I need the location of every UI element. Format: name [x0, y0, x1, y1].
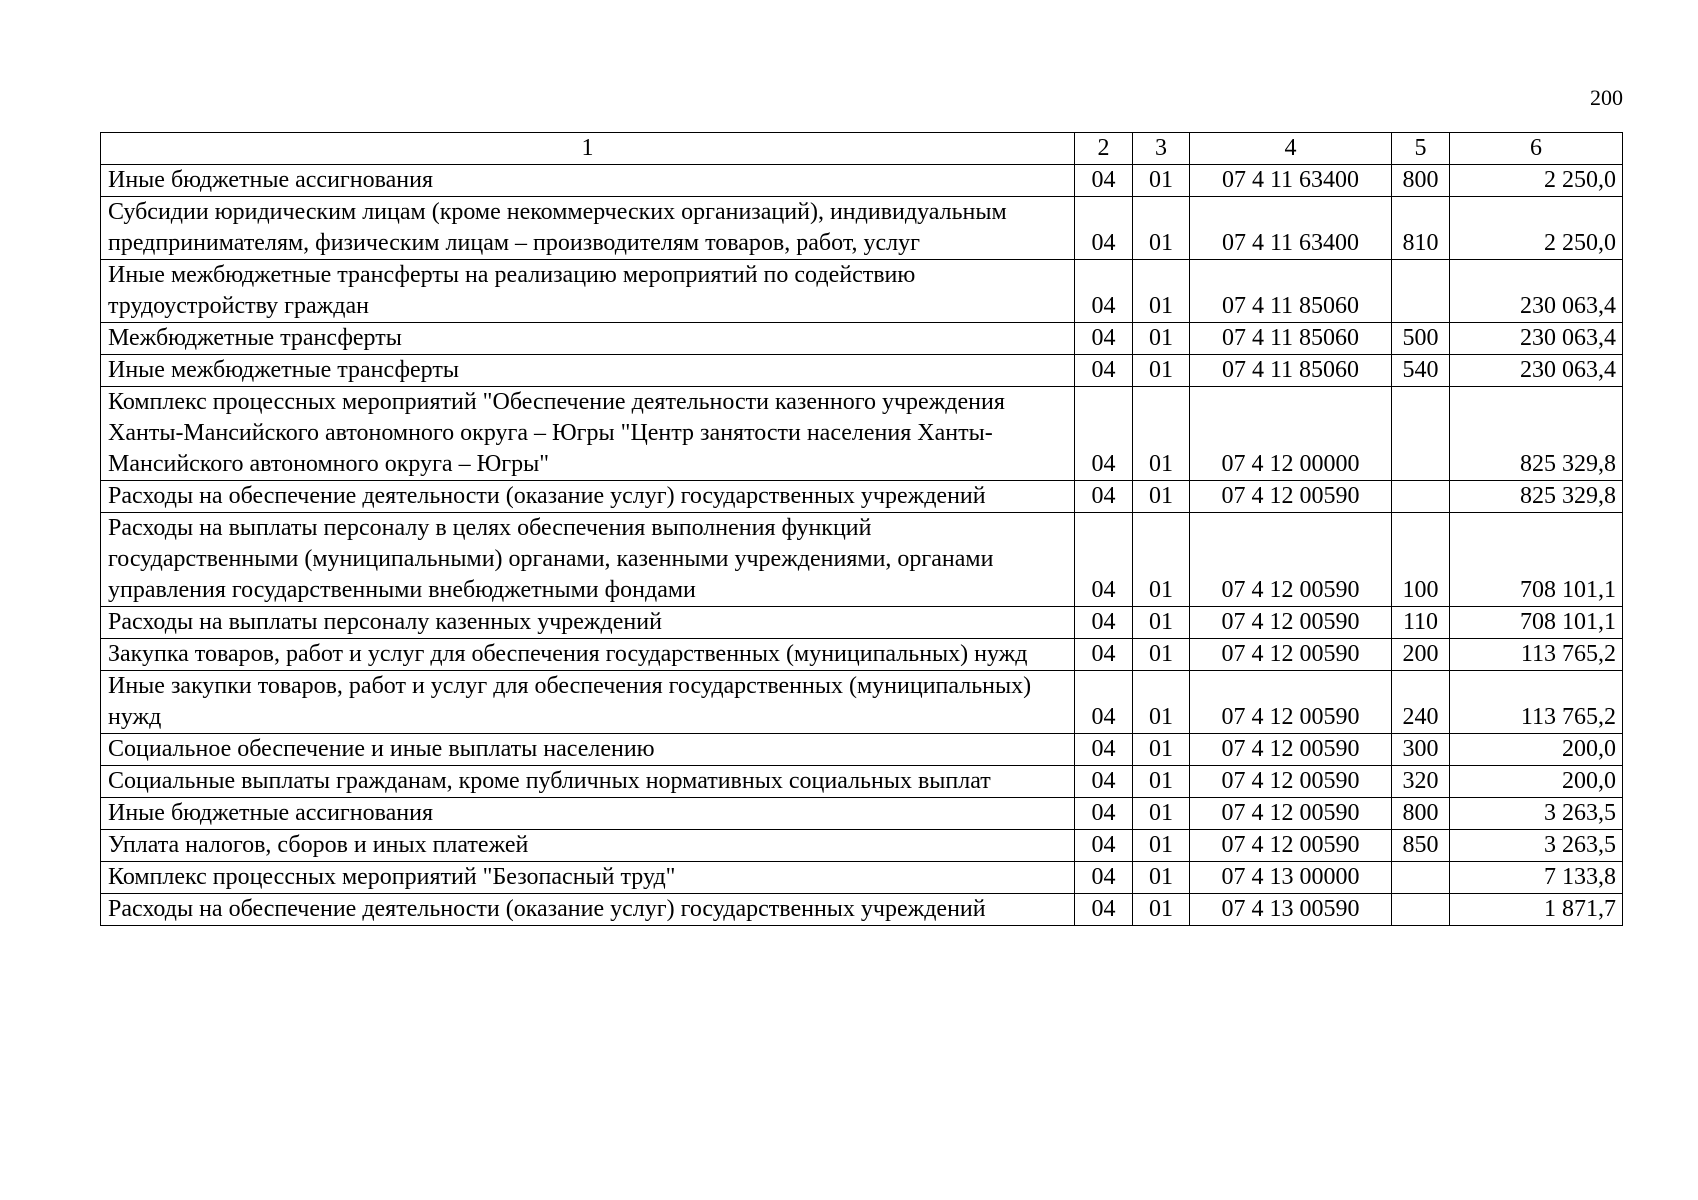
row-amount-cell: 113 765,2	[1450, 639, 1623, 671]
header-col-6: 6	[1450, 133, 1623, 165]
row-amount-cell: 200,0	[1450, 766, 1623, 798]
row-name-cell: Комплекс процессных мероприятий "Обеспечение деятельности казенного учреждения Ханты-Мансийского автономного округа – Югры "Центр занятости населения Ханты-Мансийского автономного округа – Югры"	[101, 387, 1075, 481]
row-name-cell: Социальные выплаты гражданам, кроме публичных нормативных социальных выплат	[101, 766, 1075, 798]
row-subsection-cell: 01	[1133, 798, 1190, 830]
row-expense-type-cell: 100	[1392, 513, 1450, 607]
row-subsection-cell: 01	[1133, 734, 1190, 766]
row-target-article-cell: 07 4 11 85060	[1190, 260, 1392, 323]
row-target-article-cell: 07 4 11 85060	[1190, 323, 1392, 355]
row-subsection-cell: 01	[1133, 513, 1190, 607]
table-row	[101, 607, 1623, 639]
row-name-cell: Комплекс процессных мероприятий "Безопасный труд"	[101, 862, 1075, 894]
row-section-cell: 04	[1075, 607, 1133, 639]
row-amount-cell: 7 133,8	[1450, 862, 1623, 894]
row-target-article-cell: 07 4 12 00590	[1190, 766, 1392, 798]
row-subsection-cell: 01	[1133, 355, 1190, 387]
row-subsection-cell: 01	[1133, 481, 1190, 513]
row-expense-type-cell: 850	[1392, 830, 1450, 862]
row-amount-cell: 230 063,4	[1450, 355, 1623, 387]
row-expense-type-cell	[1392, 862, 1450, 894]
table-row	[101, 387, 1623, 481]
table-row	[101, 798, 1623, 830]
row-name-cell: Межбюджетные трансферты	[101, 323, 1075, 355]
row-target-article-cell: 07 4 12 00000	[1190, 387, 1392, 481]
header-row	[101, 133, 1623, 165]
table-row	[101, 639, 1623, 671]
header-col-5: 5	[1392, 133, 1450, 165]
header-col-2: 2	[1075, 133, 1133, 165]
row-expense-type-cell	[1392, 481, 1450, 513]
row-amount-cell: 113 765,2	[1450, 671, 1623, 734]
row-expense-type-cell: 540	[1392, 355, 1450, 387]
table-row	[101, 355, 1623, 387]
row-subsection-cell: 01	[1133, 766, 1190, 798]
row-target-article-cell: 07 4 11 85060	[1190, 355, 1392, 387]
row-expense-type-cell: 240	[1392, 671, 1450, 734]
row-expense-type-cell: 300	[1392, 734, 1450, 766]
row-section-cell: 04	[1075, 387, 1133, 481]
row-subsection-cell: 01	[1133, 165, 1190, 197]
row-section-cell: 04	[1075, 639, 1133, 671]
table-body	[101, 165, 1623, 926]
row-amount-cell: 230 063,4	[1450, 323, 1623, 355]
row-name-cell: Расходы на выплаты персоналу казенных учреждений	[101, 607, 1075, 639]
table-header	[101, 133, 1623, 165]
row-expense-type-cell	[1392, 894, 1450, 926]
table-row	[101, 513, 1623, 607]
row-name-cell: Иные межбюджетные трансферты	[101, 355, 1075, 387]
row-amount-cell: 708 101,1	[1450, 513, 1623, 607]
row-name-cell: Расходы на обеспечение деятельности (оказание услуг) государственных учреждений	[101, 481, 1075, 513]
page-number: 200	[1590, 85, 1623, 110]
row-target-article-cell: 07 4 12 00590	[1190, 481, 1392, 513]
row-section-cell: 04	[1075, 671, 1133, 734]
row-expense-type-cell: 320	[1392, 766, 1450, 798]
row-target-article-cell: 07 4 13 00590	[1190, 894, 1392, 926]
row-section-cell: 04	[1075, 355, 1133, 387]
row-target-article-cell: 07 4 13 00000	[1190, 862, 1392, 894]
row-name-cell: Иные межбюджетные трансферты на реализацию мероприятий по содействию трудоустройству граждан	[101, 260, 1075, 323]
row-target-article-cell: 07 4 11 63400	[1190, 165, 1392, 197]
row-expense-type-cell: 800	[1392, 798, 1450, 830]
row-section-cell: 04	[1075, 862, 1133, 894]
row-expense-type-cell: 110	[1392, 607, 1450, 639]
row-section-cell: 04	[1075, 165, 1133, 197]
row-target-article-cell: 07 4 12 00590	[1190, 639, 1392, 671]
row-name-cell: Иные бюджетные ассигнования	[101, 165, 1075, 197]
table-row	[101, 766, 1623, 798]
row-expense-type-cell	[1392, 387, 1450, 481]
row-subsection-cell: 01	[1133, 639, 1190, 671]
row-subsection-cell: 01	[1133, 607, 1190, 639]
row-target-article-cell: 07 4 12 00590	[1190, 734, 1392, 766]
row-target-article-cell: 07 4 12 00590	[1190, 798, 1392, 830]
row-section-cell: 04	[1075, 766, 1133, 798]
row-name-cell: Иные закупки товаров, работ и услуг для обеспечения государственных (муниципальных) нужд	[101, 671, 1075, 734]
table-row	[101, 894, 1623, 926]
row-subsection-cell: 01	[1133, 894, 1190, 926]
table-row	[101, 165, 1623, 197]
table-row	[101, 481, 1623, 513]
row-expense-type-cell: 200	[1392, 639, 1450, 671]
row-amount-cell: 825 329,8	[1450, 481, 1623, 513]
row-section-cell: 04	[1075, 513, 1133, 607]
row-amount-cell: 825 329,8	[1450, 387, 1623, 481]
row-name-cell: Субсидии юридическим лицам (кроме некоммерческих организаций), индивидуальным предпринимателям, физическим лицам – производителям товаров, работ, услуг	[101, 197, 1075, 260]
header-col-4: 4	[1190, 133, 1392, 165]
row-name-cell: Уплата налогов, сборов и иных платежей	[101, 830, 1075, 862]
row-subsection-cell: 01	[1133, 671, 1190, 734]
row-target-article-cell: 07 4 12 00590	[1190, 671, 1392, 734]
row-section-cell: 04	[1075, 894, 1133, 926]
row-amount-cell: 2 250,0	[1450, 197, 1623, 260]
row-subsection-cell: 01	[1133, 197, 1190, 260]
row-section-cell: 04	[1075, 323, 1133, 355]
row-name-cell: Социальное обеспечение и иные выплаты населению	[101, 734, 1075, 766]
row-expense-type-cell: 500	[1392, 323, 1450, 355]
row-amount-cell: 708 101,1	[1450, 607, 1623, 639]
table-row	[101, 830, 1623, 862]
row-target-article-cell: 07 4 12 00590	[1190, 513, 1392, 607]
row-expense-type-cell: 800	[1392, 165, 1450, 197]
row-name-cell: Закупка товаров, работ и услуг для обеспечения государственных (муниципальных) нужд	[101, 639, 1075, 671]
row-name-cell: Расходы на выплаты персоналу в целях обеспечения выполнения функций государственными (муниципальными) органами, казенными учреждениями, органами управления государственными внебюджетными фондами	[101, 513, 1075, 607]
row-amount-cell: 3 263,5	[1450, 830, 1623, 862]
table-row	[101, 197, 1623, 260]
table-row	[101, 862, 1623, 894]
row-target-article-cell: 07 4 12 00590	[1190, 607, 1392, 639]
row-amount-cell: 2 250,0	[1450, 165, 1623, 197]
row-expense-type-cell	[1392, 260, 1450, 323]
row-amount-cell: 3 263,5	[1450, 798, 1623, 830]
row-target-article-cell: 07 4 11 63400	[1190, 197, 1392, 260]
row-amount-cell: 1 871,7	[1450, 894, 1623, 926]
row-name-cell: Расходы на обеспечение деятельности (оказание услуг) государственных учреждений	[101, 894, 1075, 926]
row-section-cell: 04	[1075, 481, 1133, 513]
row-section-cell: 04	[1075, 830, 1133, 862]
row-section-cell: 04	[1075, 260, 1133, 323]
table-row	[101, 260, 1623, 323]
header-col-1: 1	[101, 133, 1075, 165]
row-subsection-cell: 01	[1133, 323, 1190, 355]
header-col-3: 3	[1133, 133, 1190, 165]
row-section-cell: 04	[1075, 197, 1133, 260]
row-section-cell: 04	[1075, 734, 1133, 766]
table-row	[101, 323, 1623, 355]
table-row	[101, 734, 1623, 766]
row-name-cell: Иные бюджетные ассигнования	[101, 798, 1075, 830]
row-subsection-cell: 01	[1133, 830, 1190, 862]
row-amount-cell: 230 063,4	[1450, 260, 1623, 323]
row-subsection-cell: 01	[1133, 862, 1190, 894]
row-subsection-cell: 01	[1133, 387, 1190, 481]
table-row	[101, 671, 1623, 734]
row-expense-type-cell: 810	[1392, 197, 1450, 260]
row-subsection-cell: 01	[1133, 260, 1190, 323]
row-section-cell: 04	[1075, 798, 1133, 830]
row-amount-cell: 200,0	[1450, 734, 1623, 766]
budget-allocation-table	[100, 132, 1623, 926]
row-target-article-cell: 07 4 12 00590	[1190, 830, 1392, 862]
